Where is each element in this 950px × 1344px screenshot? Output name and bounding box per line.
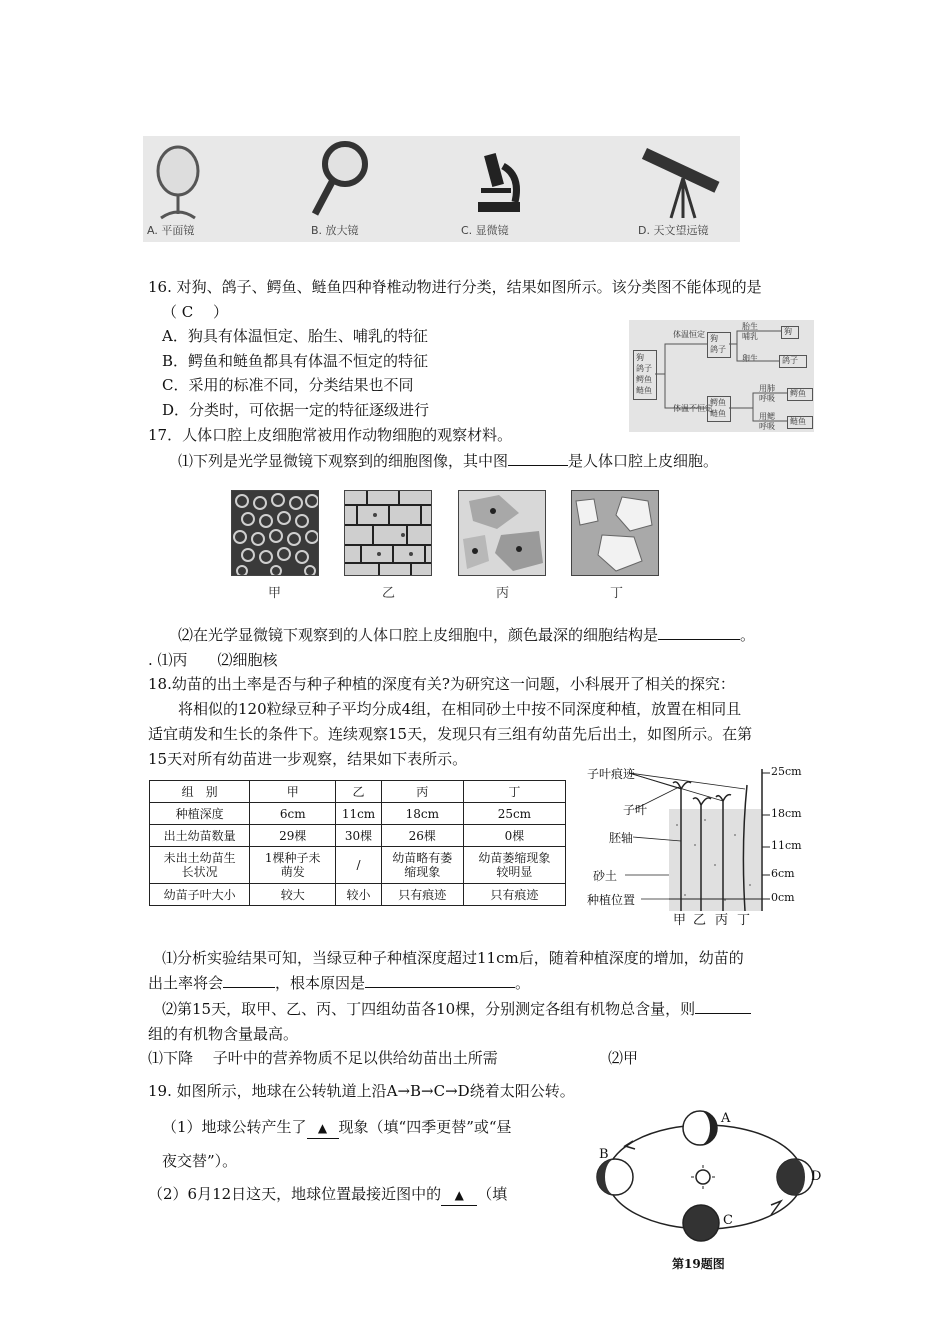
q18-q2-line1 [162, 999, 751, 1019]
q17-part2 [178, 625, 755, 645]
q17-stem: 17．人体口腔上皮细胞常被用作动物细胞的观察材料。 [148, 426, 513, 444]
q16-option-b: B．鳄鱼和鲢鱼都具有体温不恒定的特征 [162, 352, 429, 370]
table-cell: 较小 [336, 884, 382, 906]
table-cell: / [336, 847, 382, 884]
q19-part2-before: （2）6月12日这天，地球位置最接近图中的 [148, 1185, 442, 1203]
diagram-label-oviparous: 卵生 [742, 354, 758, 363]
table-cell: 幼苗萎缩现象较明显 [463, 847, 565, 884]
cell-image-ding [571, 490, 659, 576]
q16-answer: （ C ） [162, 303, 229, 321]
q18-q2-line2: 组的有机物含量最高。 [148, 1025, 299, 1043]
diagram-temp-var: 体温不恒定 [673, 404, 713, 413]
table-cell: 幼苗略有萎缩现象 [381, 847, 463, 884]
table-row [150, 884, 566, 906]
seedling-label-soil: 砂土 [593, 869, 618, 883]
earth-d-icon [777, 1159, 813, 1195]
q17-part1 [178, 451, 718, 471]
orbit-label-c: C [723, 1213, 733, 1228]
seedling-label-hypocotyl: 胚轴 [609, 831, 634, 845]
magnifier-icon [315, 144, 365, 214]
classification-diagram [629, 320, 814, 432]
q19-part1-cont: 夜交替”）。 [162, 1152, 238, 1170]
table-row [150, 847, 566, 884]
diagram-root-fish: 鲢鱼 [636, 386, 652, 395]
table-header-cell: 组 别 [150, 781, 250, 803]
seedling-group-bing: 丙 [715, 913, 729, 928]
table-cell: 出土幼苗数量 [150, 825, 250, 847]
q18-stem: 18.幼苗的出土率是否与种子种植的深度有关?为研究这一问题，小科展开了相关的探究： [148, 675, 735, 693]
telescope-icon [642, 148, 720, 218]
seedling-label-plant-position: 种植位置 [587, 893, 636, 907]
orbit-label-d: D [811, 1169, 822, 1184]
instrument-label-d: D. 天文望远镜 [638, 224, 709, 237]
cell-pattern-yi [345, 491, 431, 575]
instrument-label-a: A. 平面镜 [147, 224, 195, 237]
seedling-label-cotyledon-trace: 子叶痕迹 [587, 767, 636, 781]
table-cell: 6cm [250, 803, 336, 825]
sun-icon [691, 1165, 715, 1189]
diagram-label-gill: 用鳃 [759, 412, 775, 421]
diagram-box-dog: 狗 [710, 334, 718, 343]
diagram-root-croc: 鳄鱼 [636, 375, 652, 384]
instruments-image [143, 136, 740, 242]
scale-label-18: 18cm [771, 807, 802, 820]
table-cell: 11cm [336, 803, 382, 825]
q18-q1-before: 出土率将会 [148, 974, 224, 992]
table-cell: 较大 [250, 884, 336, 906]
q19-part2-marker: ▲ [441, 1185, 477, 1206]
q17-part1-before: ⑴下列是光学显微镜下观察到的细胞图像，其中图 [178, 452, 509, 470]
q16-option-d: D．分类时，可依据一定的特征逐级进行 [162, 401, 430, 419]
q17-part1-blank [508, 451, 568, 466]
seedling-group-yi: 乙 [693, 913, 707, 928]
table-cell: 30棵 [336, 825, 382, 847]
seedling-group-ding: 丁 [737, 913, 751, 928]
earth-b-icon [597, 1159, 633, 1195]
cell-image-bing [458, 490, 546, 576]
orbit-label-a: A [721, 1111, 731, 1126]
scale-label-25: 25cm [771, 765, 802, 778]
diagram-box-croc: 鳄鱼 [710, 398, 726, 407]
q16-option-c: C．采用的标准不同，分类结果也不同 [162, 376, 414, 394]
seed-table [149, 780, 566, 906]
q19-part1-before: （1）地球公转产生了 [162, 1118, 307, 1136]
table-cell: 18cm [381, 803, 463, 825]
table-header-cell: 丙 [381, 781, 463, 803]
orbit-diagram [585, 1105, 825, 1255]
table-cell: 只有痕迹 [381, 884, 463, 906]
q17-part2-after: 。 [740, 626, 756, 644]
diagram-label-lung: 用肺 [759, 384, 775, 393]
q18-answer-2: ⑵甲 [608, 1049, 639, 1067]
q18-para1: 将相似的120粒绿豆种子平均分成4组，在相同砂土中按不同深度种植，放置在相同且 [178, 700, 742, 718]
cell-label-jia: 甲 [268, 586, 282, 601]
diagram-leaf-croc: 鳄鱼 [790, 389, 806, 398]
diagram-leaf-pigeon: 鸽子 [782, 356, 798, 365]
q19-part2 [148, 1184, 507, 1206]
cell-pattern-jia [232, 491, 318, 575]
q19-part1-marker: ▲ [307, 1118, 339, 1139]
q19-part1 [162, 1117, 512, 1139]
orbit-label-b: B [599, 1147, 609, 1162]
q18-answer-1: ⑴下降 子叶中的营养物质不足以供给幼苗出土所需 [148, 1049, 498, 1067]
diagram-root-pigeon: 鸽子 [636, 364, 652, 373]
table-row [150, 803, 566, 825]
seedling-group-jia: 甲 [673, 913, 687, 928]
q16-option-a: A．狗具有体温恒定、胎生、哺乳的特征 [162, 327, 428, 345]
table-header-cell: 丁 [463, 781, 565, 803]
table-header-row [150, 781, 566, 803]
q18-q1-blank1 [223, 973, 275, 988]
diagram-label-lactation: 哺乳 [742, 332, 758, 341]
earth-a-icon [683, 1111, 717, 1145]
q19-caption: 第19题图 [672, 1257, 725, 1271]
diagram-label-viviparous: 胎生 [742, 322, 758, 331]
cell-label-ding: 丁 [610, 586, 624, 601]
q18-q1-blank2 [365, 973, 515, 988]
seedling-label-cotyledon: 子叶 [623, 803, 648, 817]
q18-q1-line2 [148, 973, 530, 993]
cell-image-jia [231, 490, 319, 576]
table-cell: 种植深度 [150, 803, 250, 825]
plane-mirror-icon [158, 147, 198, 218]
q18-q1-mid: ，根本原因是 [275, 974, 366, 992]
cell-label-yi: 乙 [382, 586, 396, 601]
q19-stem: 19. 如图所示，地球在公转轨道上沿A→B→C→D绕着太阳公转。 [148, 1082, 575, 1100]
q17-part2-blank [658, 625, 740, 640]
table-cell: 29棵 [250, 825, 336, 847]
instrument-label-b: B. 放大镜 [311, 224, 359, 237]
earth-c-icon [683, 1205, 719, 1241]
table-cell: 1棵种子未萌发 [250, 847, 336, 884]
orbit-drawing [585, 1105, 825, 1255]
q18-q1-after: 。 [515, 974, 531, 992]
instrument-label-c: C. 显微镜 [461, 224, 509, 237]
q18-q2-before: ⑵第15天，取甲、乙、丙、丁四组幼苗各10棵，分别测定各组有机物总含量，则 [162, 1000, 696, 1018]
q19-part1-after: 现象（填“四季更替”或“昼 [338, 1118, 512, 1136]
q17-part2-before: ⑵在光学显微镜下观察到的人体口腔上皮细胞中，颜色最深的细胞结构是 [178, 626, 659, 644]
cell-image-yi [344, 490, 432, 576]
table-cell: 26棵 [381, 825, 463, 847]
q18-q1-line1: ⑴分析实验结果可知，当绿豆种子种植深度超过11cm后，随着种植深度的增加，幼苗的 [162, 949, 744, 967]
diagram-box-pigeon: 鸽子 [710, 345, 726, 354]
seedling-diagram [585, 765, 805, 928]
q17-answer: . ⑴丙 ⑵细胞核 [148, 651, 278, 669]
table-cell: 25cm [463, 803, 565, 825]
table-row [150, 825, 566, 847]
classification-lines [629, 320, 814, 432]
diagram-leaf-dog: 狗 [784, 327, 792, 336]
cell-pattern-ding [572, 491, 658, 575]
cell-pattern-bing [459, 491, 545, 575]
q19-part2-after: （填 [477, 1185, 508, 1203]
q18-q2-blank [695, 999, 751, 1014]
table-header-cell: 甲 [250, 781, 336, 803]
diagram-root-dog: 狗 [636, 353, 644, 362]
q17-part1-after: 是人体口腔上皮细胞。 [568, 452, 719, 470]
diagram-temp-const: 体温恒定 [673, 330, 705, 339]
microscope-icon [478, 153, 520, 212]
q18-para3: 15天对所有幼苗进一步观察，结果如下表所示。 [148, 750, 468, 768]
table-cell: 只有痕迹 [463, 884, 565, 906]
diagram-leaf-fish: 鲢鱼 [790, 417, 806, 426]
diagram-box-fish: 鲢鱼 [710, 409, 726, 418]
scale-label-6: 6cm [771, 867, 795, 880]
q18-para2: 适宜萌发和生长的条件下。连续观察15天，发现只有三组有幼苗先后出土，如图所示。在第 [148, 725, 753, 743]
table-cell: 0棵 [463, 825, 565, 847]
table-header-cell: 乙 [336, 781, 382, 803]
scale-label-11: 11cm [771, 839, 802, 852]
scale-label-0: 0cm [771, 891, 795, 904]
diagram-label-breath1: 呼吸 [759, 394, 775, 403]
diagram-label-breath2: 呼吸 [759, 422, 775, 431]
q16-stem: 16. 对狗、鸽子、鳄鱼、鲢鱼四种脊椎动物进行分类，结果如图所示。该分类图不能体现的是 [148, 278, 762, 296]
table-cell: 未出土幼苗生长状况 [150, 847, 250, 884]
table-cell: 幼苗子叶大小 [150, 884, 250, 906]
cell-label-bing: 丙 [496, 586, 510, 601]
